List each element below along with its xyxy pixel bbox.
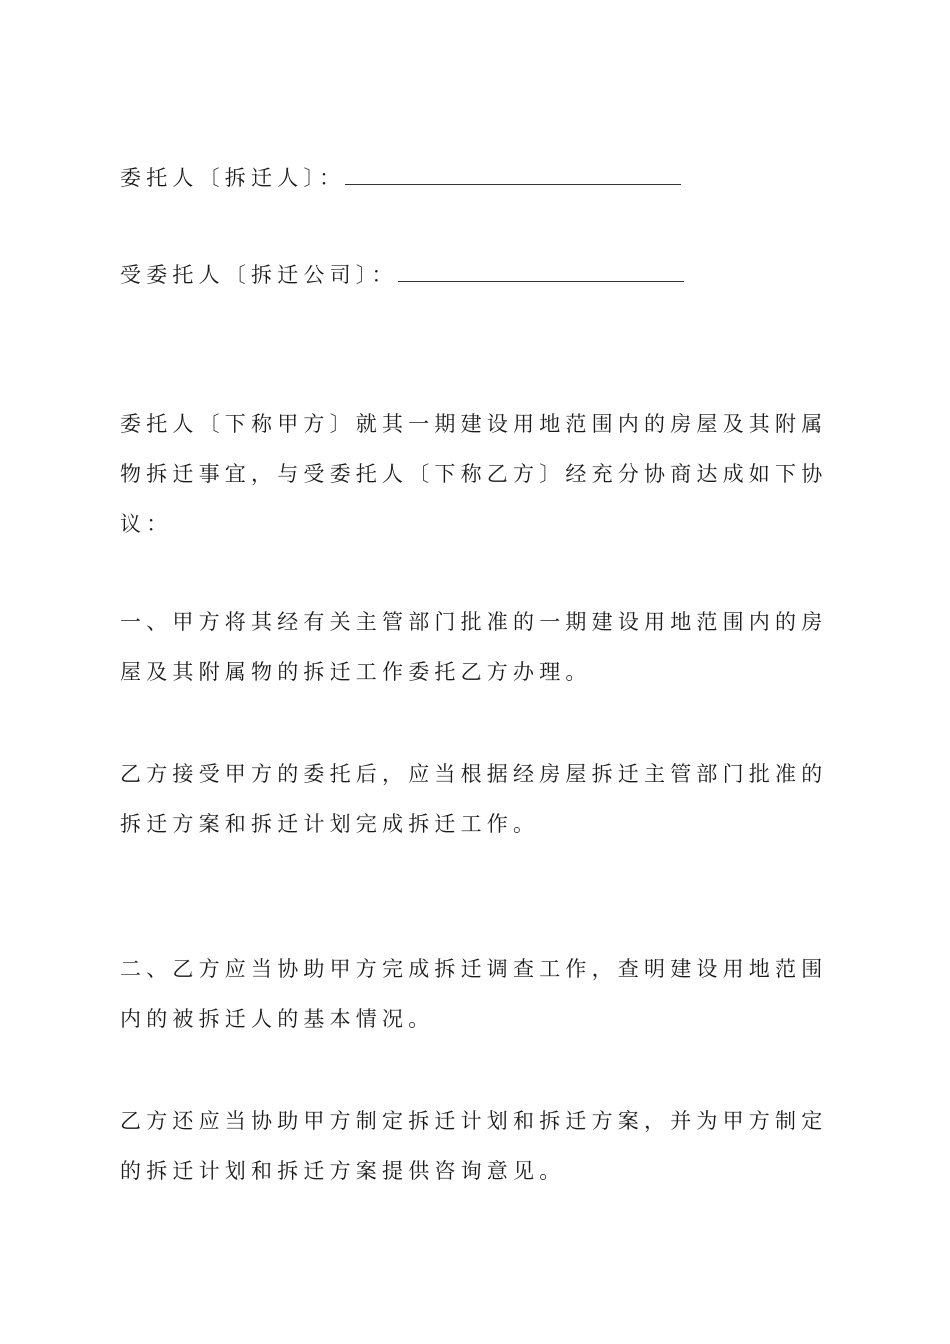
client-blank-field[interactable] bbox=[345, 164, 681, 185]
intro-paragraph: 委托人〔下称甲方〕就其一期建设用地范围内的房屋及其附属物拆迁事宜，与受委托人〔下称乙方〕经充分协商达成如下协议： bbox=[120, 412, 828, 536]
agent-line bbox=[120, 260, 684, 290]
clause-1-detail-paragraph: 乙方接受甲方的委托后，应当根据经房屋拆迁主管部门批准的拆迁方案和拆迁计划完成拆迁工作。 bbox=[120, 762, 828, 836]
client-line bbox=[120, 163, 681, 193]
client-label: 委托人〔拆迁人〕： bbox=[120, 166, 346, 190]
agent-label: 受委托人〔拆迁公司〕： bbox=[120, 263, 398, 287]
clause-2-paragraph: 二、乙方应当协助甲方完成拆迁调查工作，查明建设用地范围内的被拆迁人的基本情况。 bbox=[120, 957, 828, 1031]
clause-2-detail-paragraph: 乙方还应当协助甲方制定拆迁计划和拆迁方案，并为甲方制定的拆迁计划和拆迁方案提供咨询意见。 bbox=[120, 1109, 828, 1183]
agent-blank-field[interactable] bbox=[398, 261, 684, 282]
clause-1-paragraph: 一、甲方将其经有关主管部门批准的一期建设用地范围内的房屋及其附属物的拆迁工作委托乙方办理。 bbox=[120, 610, 828, 684]
